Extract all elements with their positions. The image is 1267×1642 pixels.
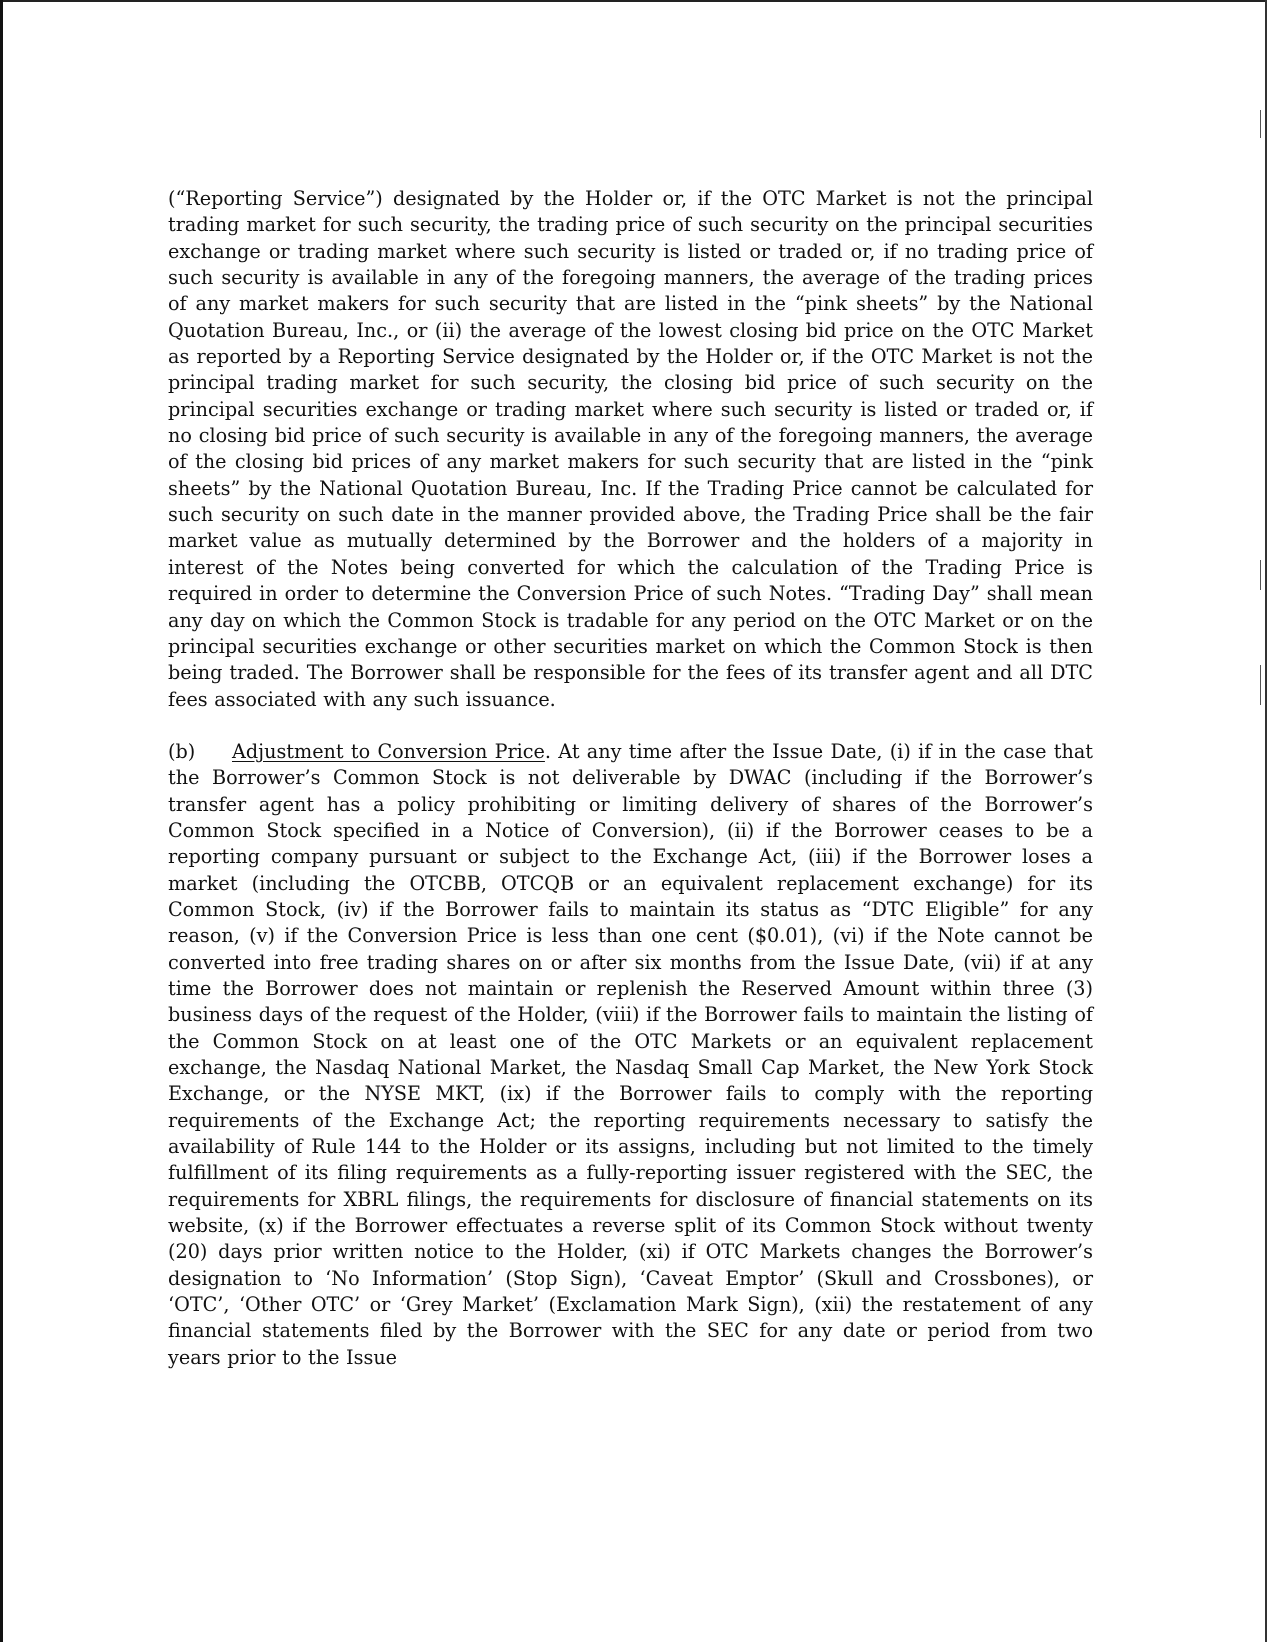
document-body [168, 186, 1093, 1371]
scan-mark [1260, 560, 1261, 590]
section-b-paragraph [168, 739, 1093, 1371]
scan-mark [1260, 110, 1261, 138]
paragraph-reporting-service: (“Reporting Service”) designated by the Holder or, if the OTC Market is not the principal trading market for such security, the trading price of such security on the principal securities exchange or trading market where such security is listed or traded or, if no trading price of such security is available in any of the foregoing manners, the average of the trading prices of any market makers for such security that are listed in the “pink sheets” by the National Quotation Bureau, Inc., or (ii) the average of the lowest closing bid price on the OTC Market as reported by a Reporting Service designated by the Holder or, if the OTC Market is not the principal trading market for such security, the closing bid price of such security on the principal securities exchange or trading market where such security is listed or traded or, if no closing bid price of such security is available in any of the foregoing manners, the average of the closing bid prices of any market makers for such security that are listed in the “pink sheets” by the National Quotation Bureau, Inc. If the Trading Price cannot be calculated for such security on such date in the manner provided above, the Trading Price shall be the fair market value as mutually determined by the Borrower and the holders of a majority in interest of the Notes being converted for which the calculation of the Trading Price is required in order to determine the Conversion Price of such Notes. “Trading Day” shall mean any day on which the Common Stock is tradable for any period on the OTC Market or on the principal securities exchange or other securities market on which the Common Stock is then being traded. The Borrower shall be responsible for the fees of its transfer agent and all DTC fees associated with any such issuance. [168, 187, 1093, 711]
section-b-heading: Adjustment to Conversion Price [232, 739, 545, 763]
paragraph-spacer [168, 713, 1093, 739]
section-b-body: At any time after the Issue Date, (i) if in the case that the Borrower’s Common Stock is not deliverable by DWAC (including if the Borrower’s transfer agent has a policy prohibiting or limiting delivery of shares of the Borrower’s Common Stock specified in a Notice of Conversion), (ii) if the Borrower ceases to be a reporting company pursuant or subject to the Exchange Act, (iii) if the Borrower loses a market (including the OTCBB, OTCQB or an equivalent replacement exchange) for its Common Stock, (iv) if the Borrower fails to maintain its status as “DTC Eligible” for any reason, (v) if the Conversion Price is less than one cent ($0.01), (vi) if the Note cannot be converted into free trading shares on or after six months from the Issue Date, (vii) if at any time the Borrower does not maintain or replenish the Reserved Amount within three (3) business days of the request of the Holder, (viii) if the Borrower fails to maintain the listing of the Common Stock on at least one of the OTC Markets or an equivalent replacement exchange, the Nasdaq National Market, the Nasdaq Small Cap Market, the New York Stock Exchange, or the NYSE MKT, (ix) if the Borrower fails to comply with the reporting requirements of the Exchange Act; the reporting requirements necessary to satisfy the availability of Rule 144 to the Holder or its assigns, including but not limited to the timely fulfillment of its filing requirements as a fully-reporting issuer registered with the SEC, the requirements for XBRL filings, the requirements for disclosure of financial statements on its website, (x) if the Borrower effectuates a reverse split of its Common Stock without twenty (20) days prior written notice to the Holder, (xi) if OTC Markets changes the Borrower’s designation to ‘No Information’ (Stop Sign), ‘Caveat Emptor’ (Skull and Crossbones), or ‘OTC’, ‘Other OTC’ or ‘Grey Market’ (Exclamation Mark Sign), (xii) the restatement of any financial statements filed by the Borrower with the SEC for any date or period from two years prior to the Issue [168, 739, 1093, 1369]
section-b-label: (b) [168, 739, 196, 763]
scan-edge-left [0, 0, 3, 1642]
scan-edge-top [0, 0, 1267, 2]
scan-mark [1260, 665, 1261, 705]
section-b-heading-punct: . [544, 739, 552, 763]
